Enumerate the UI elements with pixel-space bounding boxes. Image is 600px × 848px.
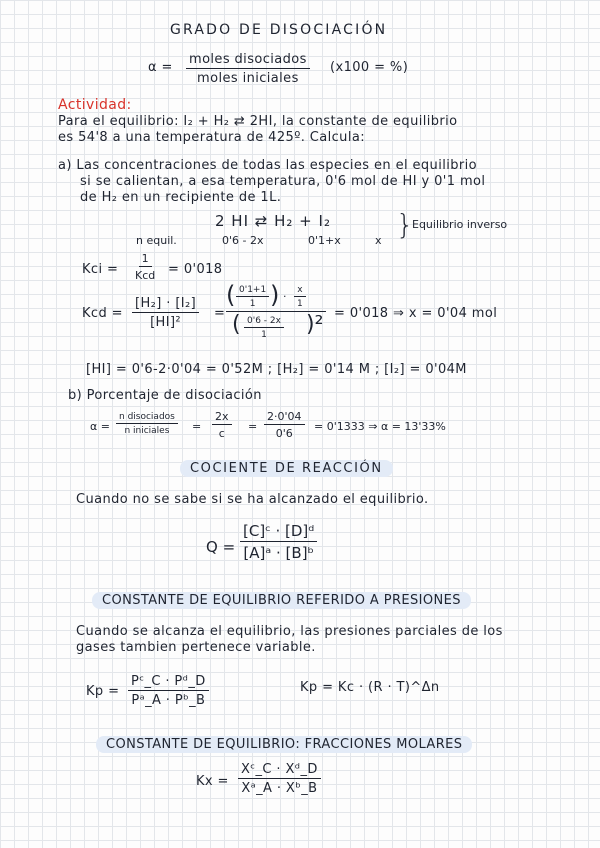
part-b-numeric-den: 0'6 xyxy=(275,427,293,440)
part-b-c: c xyxy=(218,427,225,440)
kcd-dot: · xyxy=(283,290,287,303)
kcd-i2-den: 1 xyxy=(297,299,303,309)
part-b-equals-1: = xyxy=(192,420,202,433)
h2-equil-value: 0'1+x xyxy=(308,234,341,247)
kcd-i2-num: x xyxy=(294,285,305,297)
open-paren-top: ( xyxy=(226,281,236,309)
part-b-result: = 0'1333 ⇒ α = 13'33% xyxy=(314,420,446,433)
kci-numerator: 1 xyxy=(139,252,152,267)
kcd-hi-den: 1 xyxy=(261,330,267,340)
part-b-fraction-3 xyxy=(264,410,305,440)
part-a-line-1: a) Las concentraciones de todas las especies en el equilibrio xyxy=(58,158,477,173)
cociente-title: COCIENTE DE REACCIÓN xyxy=(180,460,393,477)
alpha-numerator: moles disociados xyxy=(186,52,310,69)
part-b-label: b) Porcentaje de disociación xyxy=(68,388,262,403)
q-fraction xyxy=(240,522,317,562)
i2-equil-value: x xyxy=(375,234,382,247)
activity-label: Actividad: xyxy=(58,97,132,113)
alpha-percent-note: (x100 = %) xyxy=(330,60,409,75)
part-b-n-iniciales: n iniciales xyxy=(124,426,170,436)
kx-numerator: Xᶜ_C · Xᵈ_D xyxy=(238,762,321,779)
kci-fraction xyxy=(132,252,158,282)
kx-denominator: Xᵃ_A · Xᵇ_B xyxy=(241,781,318,796)
q-denominator: [A]ᵃ · [B]ᵇ xyxy=(243,544,314,562)
kp-label: Kp = xyxy=(86,684,120,699)
activity-line-2: es 54'8 a una temperatura de 425º. Calcula: xyxy=(58,130,365,145)
inverse-equilibrium-note: Equilibrio inverso xyxy=(412,218,508,231)
part-b-numeric-num: 2·0'04 xyxy=(264,410,305,425)
brace: } xyxy=(396,208,414,241)
kci-label: Kci = xyxy=(82,262,119,277)
kp-denominator: Pᵃ_A · Pᵇ_B xyxy=(131,693,206,708)
part-a-line-3: de H₂ en un recipiente de 1L. xyxy=(80,190,282,205)
fracciones-title: CONSTANTE DE EQUILIBRIO: FRACCIONES MOLARES xyxy=(96,736,472,753)
kcd-hi-num: 0'6 - 2x xyxy=(244,316,284,328)
kcd-substituted-fraction xyxy=(226,281,330,343)
presiones-line-1: Cuando se alcanza el equilibrio, las presiones parciales de los xyxy=(76,624,503,639)
kcd-equals: = xyxy=(214,306,226,321)
kcd-h2-num: 0'1+1 xyxy=(236,285,269,297)
kp-kc-relation: Kp = Kc · (R · T)^Δn xyxy=(300,680,440,695)
kcd-i2-term xyxy=(294,285,306,309)
kcd-h2-term xyxy=(236,285,269,309)
part-b-fraction-1 xyxy=(116,412,178,436)
q-numerator: [C]ᶜ · [D]ᵈ xyxy=(240,522,317,542)
kcd-result: = 0'018 ⇒ x = 0'04 mol xyxy=(334,306,498,321)
part-b-equals-2: = xyxy=(248,420,258,433)
part-b-2x: 2x xyxy=(212,410,232,425)
kcd-den: [HI]² xyxy=(150,315,182,330)
close-paren-top: ) xyxy=(270,281,280,309)
kcd-hi-term xyxy=(244,316,284,340)
hi-equil-value: 0'6 - 2x xyxy=(222,234,264,247)
presiones-title: CONSTANTE DE EQUILIBRIO REFERIDO A PRESIONES xyxy=(92,592,471,609)
kp-numerator: Pᶜ_C · Pᵈ_D xyxy=(128,674,209,691)
page-title: GRADO DE DISOCIACIÓN xyxy=(170,22,388,38)
presiones-line-2: gases tambien pertenece variable. xyxy=(76,640,316,655)
row-label-n-equil: n equil. xyxy=(136,234,177,247)
q-label: Q = xyxy=(206,538,236,556)
equilibrium-concentrations: [HI] = 0'6-2·0'04 = 0'52M ; [H₂] = 0'14 M ; [I₂] = 0'04M xyxy=(86,362,467,377)
part-b-fraction-2 xyxy=(212,410,232,440)
kx-label: Kx = xyxy=(196,774,229,789)
kp-fraction xyxy=(128,674,209,708)
activity-line-1: Para el equilibrio: I₂ + H₂ ⇄ 2HI, la constante de equilibrio xyxy=(58,114,458,129)
kcd-concentration-fraction xyxy=(132,296,199,330)
kci-value: = 0'018 xyxy=(168,262,223,277)
open-paren-bottom: ( xyxy=(232,312,241,337)
alpha-fraction xyxy=(186,52,310,86)
part-b-alpha-label: α = xyxy=(90,420,110,433)
close-paren-bottom: )² xyxy=(306,312,324,337)
kci-denominator: Kcd xyxy=(135,269,156,282)
kx-fraction xyxy=(238,762,321,796)
kcd-label: Kcd = xyxy=(82,306,123,321)
part-a-line-2: si se calientan, a esa temperatura, 0'6 mol de HI y 0'1 mol xyxy=(80,174,486,189)
alpha-label: α = xyxy=(148,60,173,75)
part-b-n-disociados: n disociados xyxy=(116,412,178,424)
kcd-h2-den: 1 xyxy=(249,299,256,309)
reaction-equation: 2 HI ⇄ H₂ + I₂ xyxy=(215,212,331,230)
kcd-num: [H₂] · [I₂] xyxy=(132,296,199,313)
cociente-description: Cuando no se sabe si se ha alcanzado el equilibrio. xyxy=(76,492,429,507)
alpha-denominator: moles iniciales xyxy=(197,71,299,86)
